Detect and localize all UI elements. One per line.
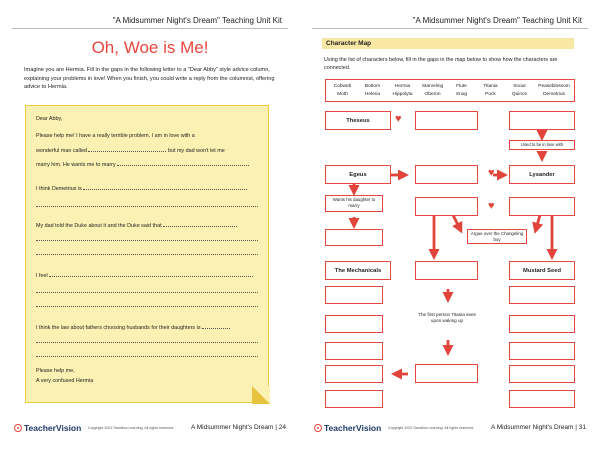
right-page bbox=[300, 0, 600, 450]
answer-box[interactable] bbox=[325, 390, 383, 408]
header-rule bbox=[12, 28, 288, 29]
note-used-to-be: Used to be in love with bbox=[509, 140, 575, 150]
answer-box[interactable] bbox=[509, 111, 575, 130]
copyright-text: Copyright 2022 Sandbox Learning. All rights reserved. bbox=[388, 426, 475, 430]
character-column: Cobweb Moth bbox=[333, 84, 352, 97]
answer-blank[interactable] bbox=[202, 324, 230, 329]
teachervision-logo: TeacherVision bbox=[314, 423, 381, 433]
character-column: Titania Puck bbox=[483, 84, 498, 97]
copyright-text: Copyright 2022 Sandbox Learning. All rights reserved. bbox=[88, 426, 175, 430]
answer-box[interactable] bbox=[415, 111, 478, 130]
letter-card bbox=[25, 105, 269, 403]
answer-box[interactable] bbox=[415, 165, 478, 184]
letter-text: I think the law about fathers choosing husbands for their daughters is bbox=[36, 325, 201, 331]
arrow bbox=[453, 215, 460, 229]
letter-signature: A very confused Hermia bbox=[36, 378, 94, 384]
intro-text: Imagine you are Hermia. Fill in the gaps in the following letter to a "Dear Abby" style advice column, explaining your problems in love! When you finish, you could write a reply from the columnist, offering advice to Hermia. bbox=[24, 67, 275, 91]
page-header: "A Midsummer Night's Dream" Teaching Unit Kit bbox=[112, 16, 282, 25]
answer-box[interactable] bbox=[325, 286, 383, 304]
answer-box[interactable] bbox=[415, 197, 478, 216]
egeus-box: Egeus bbox=[325, 165, 391, 184]
header-rule bbox=[312, 28, 588, 29]
answer-box[interactable] bbox=[509, 342, 575, 360]
letter-line bbox=[36, 185, 247, 192]
answer-line[interactable] bbox=[36, 342, 258, 343]
letter-text: My dad told the Duke about it and the Duke said that bbox=[36, 223, 162, 229]
logo-mark-icon bbox=[314, 424, 322, 432]
page-header: "A Midsummer Night's Dream" Teaching Unit Kit bbox=[412, 16, 582, 25]
answer-box[interactable] bbox=[325, 342, 383, 360]
character-list bbox=[325, 79, 575, 102]
instructions-text: Using the list of characters below, fill in the gaps in the map below to show how the characters are connected. bbox=[324, 57, 558, 71]
heart-icon: ♥ bbox=[488, 167, 495, 179]
answer-blank[interactable] bbox=[88, 147, 166, 152]
answer-box[interactable] bbox=[509, 390, 575, 408]
answer-box[interactable] bbox=[415, 364, 478, 383]
heart-icon: ♥ bbox=[395, 113, 402, 125]
letter-line bbox=[36, 161, 249, 168]
page-footer bbox=[14, 423, 286, 435]
answer-box[interactable] bbox=[325, 365, 383, 383]
mustard-seed-box: Mustard Seed bbox=[509, 261, 575, 280]
arrow bbox=[536, 215, 540, 229]
footer-page-title: A Midsummer Night's Dream | 31 bbox=[490, 424, 586, 431]
letter-text: wonderful man called bbox=[36, 148, 87, 154]
answer-blank[interactable] bbox=[49, 272, 253, 277]
character-column: Flute Snug bbox=[455, 84, 468, 97]
answer-box[interactable] bbox=[509, 197, 575, 216]
theseus-box: Theseus bbox=[325, 111, 391, 130]
page-footer bbox=[314, 423, 586, 435]
answer-line[interactable] bbox=[36, 254, 258, 255]
character-column: Snout Quince bbox=[511, 84, 528, 97]
answer-box[interactable] bbox=[509, 365, 575, 383]
section-banner bbox=[322, 38, 574, 49]
character-column: Peaseblossom Demetrius bbox=[538, 84, 570, 97]
character-column: Hermia Hippolyta bbox=[392, 84, 413, 97]
letter-line: Please help me! I have a really terrible problem. I am in love with a bbox=[36, 133, 195, 139]
answer-box[interactable] bbox=[415, 261, 478, 280]
answer-line[interactable] bbox=[36, 292, 258, 293]
logo-mark-icon bbox=[14, 424, 22, 432]
note-wants-daughter: Wants his daughter to marry bbox=[325, 195, 383, 212]
answer-box[interactable] bbox=[325, 315, 383, 333]
answer-box[interactable] bbox=[509, 315, 575, 333]
section-title: Character Map bbox=[326, 39, 372, 47]
heart-icon: ♥ bbox=[488, 200, 495, 212]
letter-text: but my dad won't let me bbox=[167, 148, 225, 154]
letter-text: I think Demetrius is bbox=[36, 186, 82, 192]
letter-line bbox=[36, 222, 237, 229]
letter-closing: Please help me, bbox=[36, 368, 75, 374]
page-curl bbox=[252, 386, 270, 404]
letter-line bbox=[36, 324, 230, 331]
letter-line bbox=[36, 272, 253, 279]
answer-box[interactable] bbox=[509, 286, 575, 304]
letter-greeting: Dear Abby, bbox=[36, 116, 63, 122]
footer-page-title: A Midsummer Night's Dream | 24 bbox=[190, 424, 286, 431]
character-column: Bottom Helena bbox=[364, 84, 381, 97]
answer-line[interactable] bbox=[36, 306, 258, 307]
lysander-box: Lysander bbox=[509, 165, 575, 184]
answer-line[interactable] bbox=[36, 240, 258, 241]
note-argue: Argue over the Changeling boy bbox=[467, 229, 527, 244]
answer-line[interactable] bbox=[36, 206, 258, 207]
page-title: Oh, Woe is Me! bbox=[91, 38, 209, 57]
note-first-person: The first person Titania sees upon waking up bbox=[418, 312, 476, 324]
mechanicals-box: The Mechanicals bbox=[325, 261, 391, 280]
answer-line[interactable] bbox=[36, 356, 258, 357]
answer-blank[interactable] bbox=[163, 222, 237, 227]
teachervision-logo: TeacherVision bbox=[14, 423, 81, 433]
letter-text: I feel bbox=[36, 273, 48, 279]
answer-blank[interactable] bbox=[83, 185, 247, 190]
letter-line bbox=[36, 147, 225, 154]
answer-box[interactable] bbox=[325, 229, 383, 246]
character-column: Starveling Oberon bbox=[421, 84, 444, 97]
letter-text: marry him. He wants me to marry bbox=[36, 162, 116, 168]
answer-blank[interactable] bbox=[117, 161, 249, 166]
